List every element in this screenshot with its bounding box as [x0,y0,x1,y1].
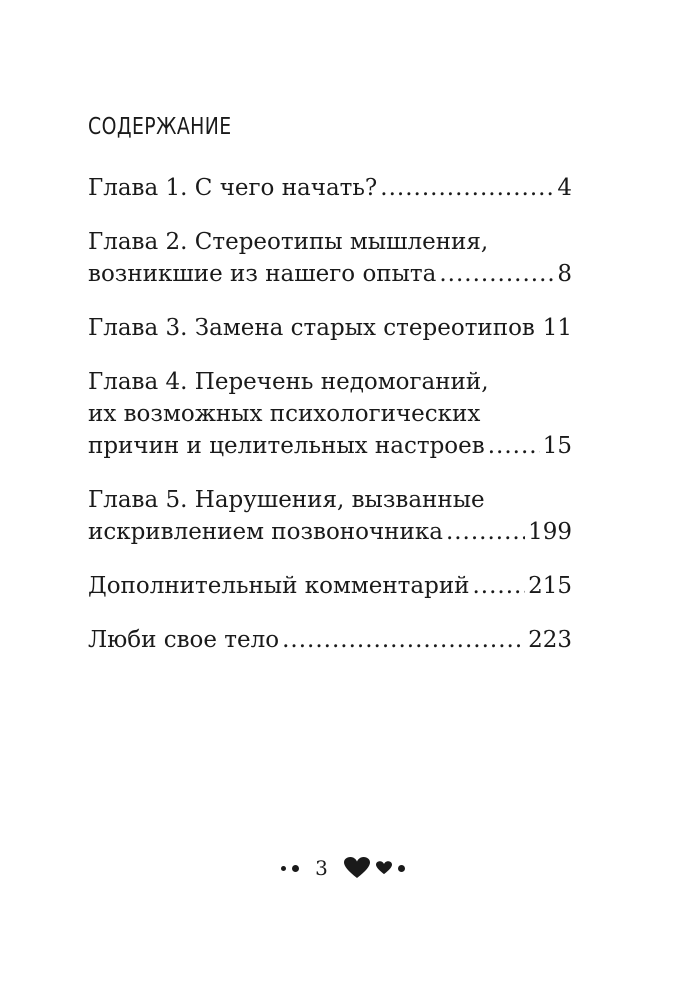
toc-entry-title: Дополнительный комментарий [88,573,470,599]
toc-entry-page: 8 [557,261,572,287]
toc-entry-page: 215 [528,573,572,599]
toc-entry-page: 223 [528,627,572,653]
toc-entry-chapter-5[interactable] [88,484,572,548]
heart-icon [376,861,392,875]
dot-leader [488,430,540,462]
dot-leader [446,516,525,548]
toc-entry-title: искривлением позвоночника [88,519,443,545]
toc-entry-title: Люби свое тело [88,627,280,653]
toc-entry-chapter-4[interactable] [88,366,572,462]
toc-entry-title-line: их возможных психологических [88,401,481,427]
dot-leader [439,258,554,290]
toc-entry-title: причин и целительных настроев [88,433,485,459]
toc-entry-additional-comment[interactable] [88,570,572,602]
heart-icon [344,857,370,879]
toc-entry-title-line: Глава 2. Стереотипы мышления, [88,229,489,255]
contents-heading: СОДЕРЖАНИЕ [88,114,232,140]
dot-leader [282,624,525,656]
dot-leader [473,570,526,602]
toc-entry-title: Глава 1. С чего начать? [88,175,378,201]
dot-icon [292,865,299,872]
toc-entry-page: 4 [557,175,572,201]
table-of-contents [88,172,572,678]
dot-icon [398,865,405,872]
toc-entry-title: возникшие из нашего опыта [88,261,437,287]
dot-icon [281,866,286,871]
page-footer [0,856,686,880]
page-number: 3 [315,856,328,880]
toc-entry-page: 15 [542,433,572,459]
dot-leader [538,312,540,344]
toc-entry-chapter-2[interactable] [88,226,572,290]
toc-entry-page: 11 [542,315,572,341]
dot-leader [380,172,554,204]
toc-entry-chapter-1[interactable] [88,172,572,204]
toc-entry-title-line: Глава 5. Нарушения, вызванные [88,487,485,513]
toc-entry-title-line: Глава 4. Перечень недомоганий, [88,369,489,395]
toc-entry-title: Глава 3. Замена старых стереотипов [88,315,535,341]
toc-entry-chapter-3[interactable] [88,312,572,344]
toc-entry-love-your-body[interactable] [88,624,572,656]
toc-entry-page: 199 [528,519,572,545]
